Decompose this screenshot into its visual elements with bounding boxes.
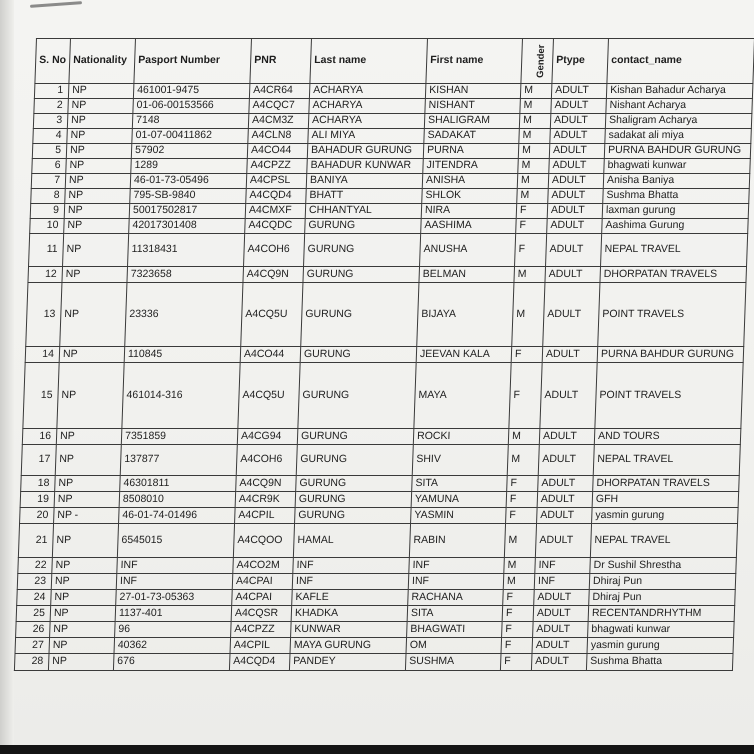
cell-gender: M (503, 574, 535, 590)
cell-gender: F (507, 476, 539, 492)
cell-nationality: NP - (54, 508, 120, 524)
cell-nationality: NP (55, 476, 121, 492)
cell-last-name: BANIYA (306, 174, 423, 189)
cell-nationality: NP (65, 189, 131, 204)
cell-first-name: RACHANA (408, 590, 504, 606)
cell-sno: 12 (28, 267, 63, 283)
cell-contact-name: NEPAL TRAVEL (593, 445, 740, 476)
cell-contact-name: Aashima Gurung (602, 219, 749, 234)
cell-pnr: A4CPIL (235, 508, 296, 524)
header-pnr: PNR (250, 39, 312, 84)
cell-last-name: GURUNG (295, 508, 412, 524)
cell-passport: 6545015 (117, 524, 234, 558)
cell-first-name: SHALIGRAM (424, 114, 520, 129)
table-row (18, 524, 737, 558)
table-header-row (35, 39, 754, 84)
cell-contact-name: bhagwati kunwar (588, 622, 735, 638)
cell-contact-name: bhagwati kunwar (604, 159, 751, 174)
cell-ptype: ADULT (545, 267, 601, 283)
cell-contact-name: PURNA BAHDUR GURUNG (604, 144, 751, 159)
cell-pnr: A4CQ5U (238, 363, 300, 429)
cell-pnr: A4CQ9N (243, 267, 304, 283)
cell-contact-name: sadakat ali miya (605, 129, 752, 144)
cell-sno: 11 (29, 234, 64, 267)
cell-pnr: A4CO44 (247, 144, 308, 159)
header-gender (521, 39, 554, 84)
cell-pnr: A4CQC7 (249, 99, 310, 114)
cell-first-name: ROCKI (413, 429, 509, 445)
cell-gender: M (508, 429, 540, 445)
cell-nationality: NP (65, 174, 131, 189)
cell-contact-name: NEPAL TRAVEL (601, 234, 748, 267)
cell-sno: 4 (33, 129, 68, 144)
table-row (32, 159, 751, 174)
cell-last-name: GURUNG (296, 445, 413, 476)
cell-nationality: NP (52, 524, 118, 558)
cell-first-name: PURNA (423, 144, 519, 159)
table-row (28, 267, 747, 283)
cell-last-name: ACHARYA (308, 114, 425, 129)
cell-last-name: ACHARYA (309, 84, 426, 99)
cell-first-name: BELMAN (419, 267, 515, 283)
cell-contact-name: Sushma Bhatta (586, 654, 733, 671)
cell-passport: 01-07-00411862 (132, 129, 249, 144)
cell-passport: 23336 (125, 283, 243, 347)
cell-ptype: ADULT (533, 606, 589, 622)
table-row (31, 174, 750, 189)
cell-ptype: ADULT (539, 429, 595, 445)
cell-first-name: SHLOK (422, 189, 518, 204)
cell-nationality: NP (51, 574, 117, 590)
cell-gender: M (520, 84, 552, 99)
cell-gender: F (516, 204, 548, 219)
cell-pnr: A4CQSR (231, 606, 292, 622)
passenger-table (14, 38, 754, 671)
cell-ptype: INF (534, 574, 590, 590)
header-nationality: Nationality (69, 39, 136, 84)
table-row (30, 219, 749, 234)
table-row (16, 622, 735, 638)
cell-ptype: ADULT (549, 159, 605, 174)
cell-last-name: KHADKA (291, 606, 408, 622)
table-row (14, 654, 733, 671)
cell-pnr: A4CR9K (235, 492, 296, 508)
cell-first-name: INF (408, 574, 504, 590)
cell-pnr: A4COH6 (244, 234, 305, 267)
cell-nationality: NP (56, 429, 122, 445)
cell-gender: M (504, 524, 536, 558)
page-edge-shadow (0, 0, 14, 745)
cell-passport: 461014-316 (122, 363, 240, 429)
cell-ptype: ADULT (542, 347, 598, 363)
cell-contact-name: NEPAL TRAVEL (590, 524, 737, 558)
cell-nationality: NP (57, 363, 124, 429)
cell-nationality: NP (60, 283, 127, 347)
cell-contact-name: DHORPATAN TRAVELS (593, 476, 740, 492)
cell-last-name: GURUNG (300, 347, 417, 363)
cell-gender: F (501, 638, 533, 654)
cell-ptype: ADULT (548, 174, 604, 189)
cell-last-name: GURUNG (296, 476, 413, 492)
cell-first-name: SITA (407, 606, 503, 622)
cell-gender: F (511, 347, 543, 363)
cell-last-name: GURUNG (303, 267, 420, 283)
cell-ptype: ADULT (533, 622, 589, 638)
cell-nationality: NP (67, 114, 133, 129)
cell-ptype: ADULT (537, 508, 593, 524)
header-gender-label: Gender (535, 44, 548, 79)
cell-passport: 11318431 (128, 234, 245, 267)
cell-last-name: BHATT (306, 189, 423, 204)
cell-pnr: A4CQOO (233, 524, 294, 558)
cell-contact-name: AND TOURS (594, 429, 741, 445)
cell-gender: F (509, 363, 542, 429)
cell-passport: 1137-401 (115, 606, 232, 622)
cell-passport: 7323658 (127, 267, 244, 283)
cell-passport: 57902 (131, 144, 248, 159)
cell-first-name: SITA (412, 476, 508, 492)
cell-ptype: INF (535, 558, 591, 574)
cell-ptype: ADULT (550, 129, 606, 144)
cell-passport: 42017301408 (129, 219, 246, 234)
cell-last-name: GURUNG (298, 363, 416, 429)
cell-pnr: A4CQDC (245, 219, 306, 234)
cell-first-name: JEEVAN KALA (416, 347, 512, 363)
cell-nationality: NP (59, 347, 125, 363)
cell-gender: F (516, 219, 548, 234)
cell-passport: 7148 (132, 114, 249, 129)
cell-last-name: GURUNG (297, 429, 414, 445)
cell-nationality: NP (54, 492, 120, 508)
cell-pnr: A4CPAI (232, 590, 293, 606)
cell-first-name: RABIN (409, 524, 505, 558)
cell-ptype: ADULT (550, 114, 606, 129)
cell-gender: M (517, 189, 549, 204)
table-row (15, 638, 734, 654)
header-contact-name: contact_name (607, 39, 754, 84)
table-row (29, 234, 748, 267)
cell-first-name: ANUSHA (420, 234, 516, 267)
cell-nationality: NP (64, 219, 130, 234)
cell-last-name: PANDEY (289, 654, 406, 671)
cell-sno: 26 (16, 622, 51, 638)
cell-gender: M (520, 99, 552, 114)
cell-first-name: OM (406, 638, 502, 654)
cell-nationality: NP (67, 129, 133, 144)
cell-nationality: NP (64, 204, 130, 219)
cell-contact-name: GFH (592, 492, 739, 508)
cell-ptype: ADULT (534, 590, 590, 606)
cell-passport: 676 (113, 654, 230, 671)
cell-ptype: ADULT (535, 524, 591, 558)
cell-last-name: BAHADUR KUNWAR (307, 159, 424, 174)
cell-pnr: A4CQD4 (229, 654, 290, 671)
cell-pnr: A4CO44 (240, 347, 301, 363)
cell-gender: F (502, 622, 534, 638)
cell-last-name: GURUNG (295, 492, 412, 508)
cell-passport: 8508010 (119, 492, 236, 508)
cell-contact-name: Shaligram Acharya (605, 114, 752, 129)
cell-gender: F (502, 606, 534, 622)
cell-sno: 10 (30, 219, 65, 234)
table-row (18, 558, 737, 574)
cell-last-name: GURUNG (304, 234, 421, 267)
cell-last-name: CHHANTYAL (305, 204, 422, 219)
cell-sno: 24 (17, 590, 52, 606)
cell-nationality: NP (62, 267, 128, 283)
cell-pnr: A4CQD4 (246, 189, 307, 204)
table-row (32, 144, 751, 159)
table-row (33, 114, 752, 129)
cell-sno: 8 (31, 189, 66, 204)
cell-ptype: ADULT (538, 445, 594, 476)
cell-sno: 6 (32, 159, 67, 174)
cell-ptype: ADULT (532, 638, 588, 654)
cell-last-name: BAHADUR GURUNG (307, 144, 424, 159)
cell-sno: 18 (21, 476, 56, 492)
cell-ptype: ADULT (548, 189, 604, 204)
cell-nationality: NP (68, 99, 134, 114)
cell-passport: 137877 (120, 445, 237, 476)
cell-sno: 3 (33, 114, 68, 129)
cell-passport: 1289 (131, 159, 248, 174)
cell-first-name: SHIV (412, 445, 508, 476)
table-row (21, 476, 740, 492)
cell-contact-name: yasmin gurung (587, 638, 734, 654)
table-row (34, 84, 753, 99)
cell-nationality: NP (50, 622, 116, 638)
cell-sno: 23 (17, 574, 52, 590)
table-surface-edge (0, 745, 754, 754)
cell-pnr: A4CLN8 (248, 129, 309, 144)
cell-nationality: NP (50, 606, 116, 622)
cell-gender: M (514, 267, 546, 283)
cell-passport: 01-06-00153566 (133, 99, 250, 114)
cell-sno: 2 (34, 99, 69, 114)
cell-ptype: ADULT (538, 476, 594, 492)
cell-pnr: A4COH6 (236, 445, 297, 476)
cell-sno: 27 (15, 638, 50, 654)
cell-first-name: BHAGWATI (407, 622, 503, 638)
cell-sno: 21 (18, 524, 53, 558)
cell-last-name: INF (293, 558, 410, 574)
cell-contact-name: PURNA BAHDUR GURUNG (597, 347, 744, 363)
cell-passport: 461001-9475 (133, 84, 250, 99)
cell-sno: 5 (32, 144, 67, 159)
cell-contact-name: Dhiraj Pun (589, 590, 736, 606)
table-row (17, 590, 736, 606)
cell-first-name: ANISHA (422, 174, 518, 189)
cell-contact-name: yasmin gurung (592, 508, 739, 524)
cell-contact-name: POINT TRAVELS (595, 363, 743, 429)
table-row (30, 204, 749, 219)
cell-first-name: NIRA (421, 204, 517, 219)
table-row (34, 99, 753, 114)
cell-nationality: NP (55, 445, 121, 476)
cell-sno: 15 (23, 363, 59, 429)
cell-pnr: A4CR64 (249, 84, 310, 99)
cell-gender: F (506, 508, 538, 524)
cell-first-name: MAYA (414, 363, 511, 429)
cell-nationality: NP (51, 590, 117, 606)
cell-ptype: ADULT (540, 363, 597, 429)
cell-sno: 20 (20, 508, 55, 524)
cell-last-name: KAFLE (292, 590, 409, 606)
cell-first-name: SUSHMA (405, 654, 501, 671)
cell-pnr: A4CO2M (233, 558, 294, 574)
cell-sno: 25 (16, 606, 51, 622)
table-row (16, 606, 735, 622)
cell-first-name: NISHANT (425, 99, 521, 114)
pen-mark (30, 1, 82, 8)
cell-sno: 13 (26, 283, 62, 347)
table-row (17, 574, 736, 590)
cell-nationality: NP (48, 654, 114, 671)
table-row (21, 445, 740, 476)
table-row (23, 363, 743, 429)
cell-last-name: INF (292, 574, 409, 590)
cell-ptype: ADULT (547, 204, 603, 219)
cell-contact-name: Dr Sushil Shrestha (590, 558, 737, 574)
cell-pnr: A4CQ5U (241, 283, 303, 347)
cell-ptype: ADULT (537, 492, 593, 508)
cell-ptype: ADULT (546, 234, 602, 267)
cell-pnr: A4CG94 (237, 429, 298, 445)
header-sno: S. No (35, 39, 71, 84)
cell-last-name: ACHARYA (309, 99, 426, 114)
cell-pnr: A4CQ9N (236, 476, 297, 492)
cell-ptype: ADULT (551, 99, 607, 114)
cell-first-name: INF (409, 558, 505, 574)
cell-gender: M (504, 558, 536, 574)
cell-gender: F (503, 590, 535, 606)
table-row (25, 347, 744, 363)
cell-last-name: ALI MIYA (308, 129, 425, 144)
cell-pnr: A4CMXF (245, 204, 306, 219)
header-last-name: Last name (310, 39, 428, 84)
table-row (31, 189, 750, 204)
cell-gender: M (512, 283, 545, 347)
cell-contact-name: laxman gurung (602, 204, 749, 219)
cell-passport: 7351859 (121, 429, 238, 445)
cell-passport: 795-SB-9840 (130, 189, 247, 204)
cell-nationality: NP (68, 84, 134, 99)
cell-gender: M (518, 159, 550, 174)
cell-passport: INF (117, 558, 234, 574)
cell-ptype: ADULT (547, 219, 603, 234)
cell-contact-name: POINT TRAVELS (598, 283, 746, 347)
table-row (20, 492, 739, 508)
cell-passport: INF (116, 574, 233, 590)
table-body (14, 84, 752, 671)
cell-gender: M (517, 174, 549, 189)
cell-sno: 19 (20, 492, 55, 508)
table-row (26, 283, 746, 347)
cell-first-name: YASMIN (411, 508, 507, 524)
cell-passport: 40362 (114, 638, 231, 654)
cell-nationality: NP (52, 558, 118, 574)
table-row (22, 429, 741, 445)
table-row (20, 508, 739, 524)
cell-passport: 50017502817 (129, 204, 246, 219)
cell-sno: 17 (21, 445, 56, 476)
cell-ptype: ADULT (551, 84, 607, 99)
cell-contact-name: Sushma Bhatta (603, 189, 750, 204)
cell-sno: 9 (30, 204, 65, 219)
cell-first-name: YAMUNA (411, 492, 507, 508)
cell-first-name: KISHAN (425, 84, 521, 99)
cell-first-name: AASHIMA (421, 219, 517, 234)
cell-pnr: A4CPIL (230, 638, 291, 654)
cell-passport: 46-01-74-01496 (119, 508, 236, 524)
cell-last-name: KUNWAR (291, 622, 408, 638)
cell-sno: 7 (31, 174, 66, 189)
cell-gender: F (506, 492, 538, 508)
cell-gender: M (519, 129, 551, 144)
cell-pnr: A4CPZZ (247, 159, 308, 174)
cell-last-name: GURUNG (301, 283, 419, 347)
cell-gender: M (507, 445, 539, 476)
cell-passport: 46301811 (120, 476, 237, 492)
cell-first-name: JITENDRA (423, 159, 519, 174)
cell-gender: F (515, 234, 547, 267)
cell-pnr: A4CPAI (232, 574, 293, 590)
cell-passport: 110845 (124, 347, 241, 363)
cell-sno: 14 (25, 347, 60, 363)
cell-last-name: MAYA GURUNG (290, 638, 407, 654)
cell-first-name: BIJAYA (417, 283, 514, 347)
cell-contact-name: DHORPATAN TRAVELS (600, 267, 747, 283)
cell-passport: 96 (115, 622, 232, 638)
cell-contact-name: Nishant Acharya (606, 99, 753, 114)
cell-sno: 16 (22, 429, 57, 445)
cell-pnr: A4CPZZ (231, 622, 292, 638)
cell-pnr: A4CPSL (246, 174, 307, 189)
cell-passport: 27-01-73-05363 (116, 590, 233, 606)
cell-contact-name: Anisha Baniya (603, 174, 750, 189)
header-passport-number: Pasport Number (134, 39, 252, 84)
cell-contact-name: Kishan Bahadur Acharya (606, 84, 753, 99)
cell-nationality: NP (66, 159, 132, 174)
cell-gender: F (500, 654, 532, 671)
cell-ptype: ADULT (549, 144, 605, 159)
cell-contact-name: Dhiraj Pun (589, 574, 736, 590)
header-ptype: Ptype (552, 39, 609, 84)
table-row (33, 129, 752, 144)
cell-passport: 46-01-73-05496 (130, 174, 247, 189)
cell-contact-name: RECENTANDRHYTHM (588, 606, 735, 622)
cell-sno: 22 (18, 558, 53, 574)
cell-pnr: A4CM3Z (248, 114, 309, 129)
cell-ptype: ADULT (531, 654, 587, 671)
cell-sno: 1 (34, 84, 69, 99)
cell-last-name: HAMAL (293, 524, 410, 558)
cell-ptype: ADULT (543, 283, 600, 347)
cell-gender: M (518, 144, 550, 159)
cell-first-name: SADAKAT (424, 129, 520, 144)
cell-sno: 28 (14, 654, 49, 671)
header-first-name: First name (426, 39, 523, 84)
cell-nationality: NP (66, 144, 132, 159)
cell-gender: M (519, 114, 551, 129)
cell-nationality: NP (49, 638, 115, 654)
cell-nationality: NP (63, 234, 129, 267)
cell-last-name: GURUNG (305, 219, 422, 234)
